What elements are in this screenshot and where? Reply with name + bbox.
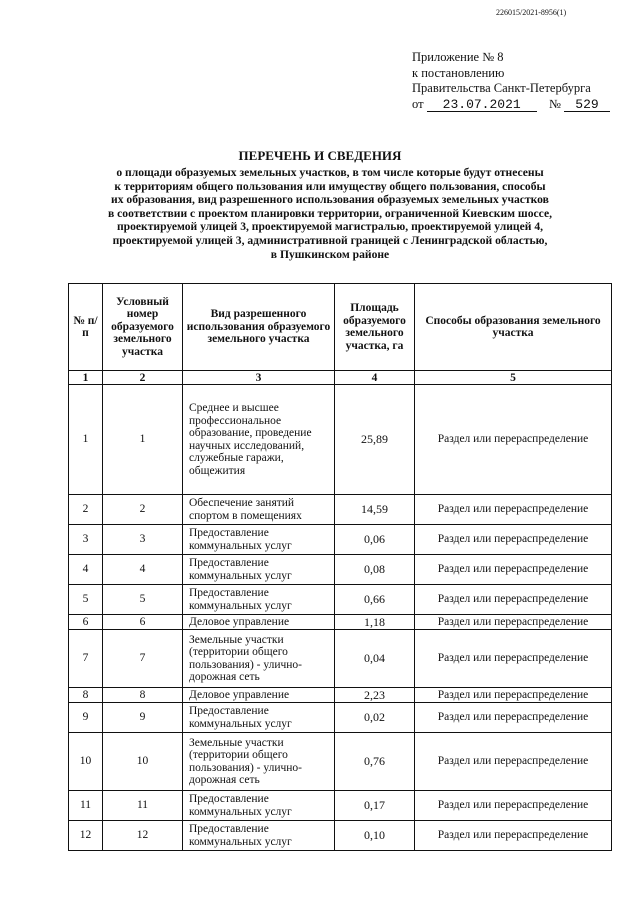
permitted-use: Предоставление коммунальных услуг	[183, 791, 335, 821]
column-number: 3	[183, 371, 335, 385]
header-plot-number: Условный номер образуемого земельного участка	[103, 284, 183, 371]
subtitle-line: проектируемой улицей 3, проектируемой магистралью, проектируемой улицей 4,	[116, 220, 544, 234]
column-number: 2	[103, 371, 183, 385]
row-number: 4	[69, 555, 103, 585]
plot-number: 1	[103, 385, 183, 495]
row-number: 11	[69, 791, 103, 821]
formation-method: Раздел или перераспределение	[415, 585, 612, 615]
column-number-row	[69, 371, 612, 385]
table-row	[69, 688, 612, 703]
document-subtitle	[70, 166, 590, 261]
land-plots-table-wrapper	[68, 283, 612, 851]
plot-number: 5	[103, 585, 183, 615]
subtitle-line: их образования, вид разрешенного использования образуемых земельных участков	[111, 193, 549, 207]
formation-method: Раздел или перераспределение	[415, 555, 612, 585]
plot-number: 4	[103, 555, 183, 585]
plot-number: 8	[103, 688, 183, 703]
plot-area: 2,23	[335, 688, 415, 703]
subtitle-line: в соответствии с проектом планировки территории, ограниченной Киевским шоссе,	[107, 206, 552, 220]
header-row-number: № п/п	[69, 284, 103, 371]
land-plots-table	[68, 283, 612, 851]
row-number: 2	[69, 495, 103, 525]
row-number: 8	[69, 688, 103, 703]
document-title: ПЕРЕЧЕНЬ И СВЕДЕНИЯ	[238, 148, 402, 163]
plot-area: 0,08	[335, 555, 415, 585]
plot-number: 11	[103, 791, 183, 821]
plot-area: 25,89	[335, 385, 415, 495]
resolution-date: 23.07.2021	[427, 98, 537, 112]
table-header-row	[69, 284, 612, 371]
row-number: 7	[69, 630, 103, 688]
plot-area: 0,02	[335, 703, 415, 733]
plot-number: 9	[103, 703, 183, 733]
permitted-use: Предоставление коммунальных услуг	[183, 585, 335, 615]
number-prefix: №	[548, 96, 561, 111]
permitted-use: Деловое управление	[183, 688, 335, 703]
column-number: 4	[335, 371, 415, 385]
column-number: 1	[69, 371, 103, 385]
formation-method: Раздел или перераспределение	[415, 791, 612, 821]
table-row	[69, 555, 612, 585]
table-row	[69, 791, 612, 821]
document-registration-number: 226015/2021-8956(1)	[496, 8, 567, 17]
table-row	[69, 385, 612, 495]
header-formation-method: Способы образования земельного участка	[415, 284, 612, 371]
plot-number: 12	[103, 821, 183, 851]
formation-method: Раздел или перераспределение	[415, 688, 612, 703]
permitted-use: Обеспечение занятий спортом в помещениях	[183, 495, 335, 525]
appendix-block	[412, 50, 610, 112]
subtitle-line: проектируемой улицей 3, административной границей с Ленинградской областью,	[112, 233, 548, 247]
table-row	[69, 703, 612, 733]
table-row	[69, 615, 612, 630]
permitted-use: Предоставление коммунальных услуг	[183, 821, 335, 851]
permitted-use: Предоставление коммунальных услуг	[183, 703, 335, 733]
row-number: 9	[69, 703, 103, 733]
plot-area: 14,59	[335, 495, 415, 525]
appendix-line-3: Правительства Санкт-Петербурга	[412, 81, 591, 95]
permitted-use: Деловое управление	[183, 615, 335, 630]
date-prefix: от	[412, 96, 424, 111]
row-number: 6	[69, 615, 103, 630]
plot-area: 0,06	[335, 525, 415, 555]
plot-area: 0,76	[335, 733, 415, 791]
row-number: 5	[69, 585, 103, 615]
table-row	[69, 821, 612, 851]
table-row	[69, 630, 612, 688]
permitted-use: Предоставление коммунальных услуг	[183, 555, 335, 585]
formation-method: Раздел или перераспределение	[415, 733, 612, 791]
formation-method: Раздел или перераспределение	[415, 495, 612, 525]
plot-area: 0,10	[335, 821, 415, 851]
formation-method: Раздел или перераспределение	[415, 385, 612, 495]
resolution-number: 529	[564, 98, 610, 112]
table-row	[69, 495, 612, 525]
header-permitted-use: Вид разрешенного использования образуемого земельного участка	[183, 284, 335, 371]
subtitle-line: в Пушкинском районе	[270, 247, 390, 261]
row-number: 3	[69, 525, 103, 555]
header-area: Площадь образуемого земельного участка, га	[335, 284, 415, 371]
plot-area: 1,18	[335, 615, 415, 630]
plot-number: 10	[103, 733, 183, 791]
table-row	[69, 525, 612, 555]
formation-method: Раздел или перераспределение	[415, 703, 612, 733]
formation-method: Раздел или перераспределение	[415, 615, 612, 630]
formation-method: Раздел или перераспределение	[415, 821, 612, 851]
formation-method: Раздел или перераспределение	[415, 525, 612, 555]
plot-number: 6	[103, 615, 183, 630]
plot-number: 7	[103, 630, 183, 688]
table-row	[69, 733, 612, 791]
subtitle-line: к территориям общего пользования или имуществу общего пользования, способы	[114, 179, 546, 193]
appendix-line-1: Приложение № 8	[412, 50, 504, 64]
plot-area: 0,66	[335, 585, 415, 615]
permitted-use: Земельные участки (территории общего пользования) - улично-дорожная сеть	[183, 733, 335, 791]
formation-method: Раздел или перераспределение	[415, 630, 612, 688]
permitted-use: Земельные участки (территории общего пользования) - улично-дорожная сеть	[183, 630, 335, 688]
subtitle-line: о площади образуемых земельных участков, в том числе которые будут отнесены	[116, 166, 544, 179]
row-number: 1	[69, 385, 103, 495]
appendix-line-2: к постановлению	[412, 65, 505, 80]
plot-number: 2	[103, 495, 183, 525]
appendix-date-line	[412, 97, 610, 113]
table-row	[69, 585, 612, 615]
plot-area: 0,04	[335, 630, 415, 688]
row-number: 10	[69, 733, 103, 791]
row-number: 12	[69, 821, 103, 851]
permitted-use: Среднее и высшее профессиональное образование, проведение научных исследований, служебные гаражи, общежития	[183, 385, 335, 495]
plot-area: 0,17	[335, 791, 415, 821]
plot-number: 3	[103, 525, 183, 555]
column-number: 5	[415, 371, 612, 385]
permitted-use: Предоставление коммунальных услуг	[183, 525, 335, 555]
